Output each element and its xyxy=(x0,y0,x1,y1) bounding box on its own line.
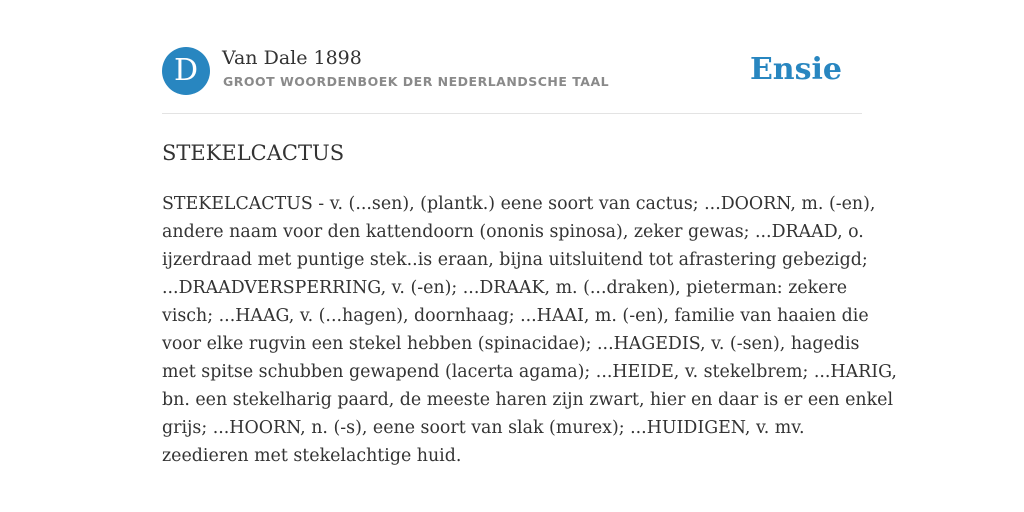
definition-line: ijzerdraad met puntige stek..is eraan, bijna uitsluitend tot afrastering gebezigd; xyxy=(162,250,868,270)
definition-line: voor elke rugvin een stekel hebben (spinacidae); ...HAGEDIS, v. (-sen), hagedis xyxy=(162,334,860,354)
definition-line: grijs; ...HOORN, n. (-s), eene soort van slak (murex); ...HUIDIGEN, v. mv. xyxy=(162,418,805,438)
source-avatar[interactable]: D xyxy=(162,47,210,95)
entry-title: STEKELCACTUS xyxy=(162,141,345,165)
divider xyxy=(162,113,862,114)
definition-line: bn. een stekelharig paard, de meeste haren zijn zwart, hier en daar is er een enkel xyxy=(162,390,894,410)
definition-line: STEKELCACTUS - v. (...sen), (plantk.) eene soort van cactus; ...DOORN, m. (-en), xyxy=(162,194,876,214)
definition-line: met spitse schubben gewapend (lacerta agama); ...HEIDE, v. stekelbrem; ...HARIG, xyxy=(162,362,897,382)
definition-line: visch; ...HAAG, v. (...hagen), doornhaag; ...HAAI, m. (-en), familie van haaien die xyxy=(162,306,869,326)
source-title[interactable]: Van Dale 1898 xyxy=(222,47,362,69)
brand-logo[interactable]: Ensie xyxy=(749,52,842,87)
definition-line: andere naam voor den kattendoorn (ononis spinosa), zeker gewas; ...DRAAD, o. xyxy=(162,222,864,242)
source-subtitle: GROOT WOORDENBOEK DER NEDERLANDSCHE TAAL xyxy=(223,74,610,89)
definition-line: ...DRAADVERSPERRING, v. (-en); ...DRAAK, m. (...draken), pieterman: zekere xyxy=(162,278,848,298)
entry-definition xyxy=(162,190,897,470)
header xyxy=(162,46,862,96)
definition-line: zeedieren met stekelachtige huid. xyxy=(162,446,462,466)
